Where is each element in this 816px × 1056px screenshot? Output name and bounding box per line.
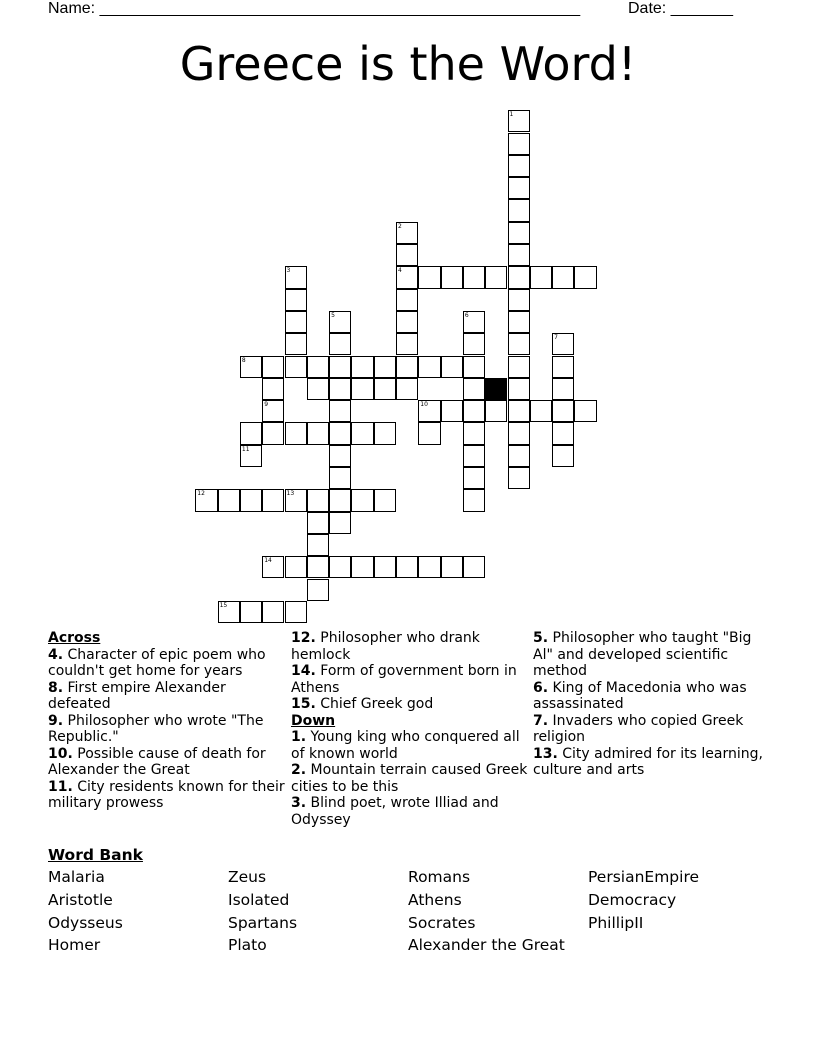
crossword-cell[interactable] [574, 400, 596, 422]
crossword-cell[interactable] [329, 556, 351, 578]
clue-item [533, 680, 773, 713]
crossword-cell[interactable] [262, 400, 284, 422]
crossword-cell[interactable] [374, 556, 396, 578]
word-bank-item: Athens [408, 890, 462, 909]
crossword-cell[interactable] [463, 333, 485, 355]
crossword-cell[interactable] [463, 489, 485, 511]
clue-column-2 [291, 630, 531, 828]
clue-item [291, 663, 531, 696]
crossword-cell[interactable] [285, 356, 307, 378]
crossword-cell[interactable] [240, 489, 262, 511]
crossword-cell[interactable] [552, 378, 574, 400]
crossword-cell[interactable] [285, 333, 307, 355]
crossword-cell[interactable] [374, 356, 396, 378]
clue-item [533, 713, 773, 746]
crossword-cell[interactable] [329, 333, 351, 355]
clue-number: 11 [241, 445, 250, 453]
crossword-cell[interactable] [195, 489, 217, 511]
crossword-cell[interactable] [396, 289, 418, 311]
crossword-cell[interactable] [351, 556, 373, 578]
clue-number: 10 [420, 401, 428, 409]
down-clue-list-1 [291, 729, 531, 828]
clue-number: 4 [398, 267, 402, 275]
down-heading: Down [291, 712, 336, 729]
crossword-cell[interactable] [396, 333, 418, 355]
word-bank-item: PhillipII [588, 913, 644, 932]
clue-item-number: 6. [533, 679, 549, 696]
crossword-cell[interactable] [508, 177, 530, 199]
crossword-cell[interactable] [262, 556, 284, 578]
across-clue-list-2 [291, 630, 531, 713]
clue-item-text: Philosopher who wrote "The Republic." [48, 712, 264, 745]
crossword-cell[interactable] [218, 489, 240, 511]
clue-item-text: Chief Greek god [315, 696, 434, 712]
crossword-cell[interactable] [285, 489, 307, 511]
clue-item-text: Character of epic poem who couldn't get home for years [48, 646, 266, 679]
crossword-cell[interactable] [396, 356, 418, 378]
crossword-cell[interactable] [262, 601, 284, 623]
word-bank-item: Isolated [228, 890, 290, 909]
clue-number: 2 [398, 222, 402, 230]
clue-item-text: King of Macedonia who was assassinated [533, 679, 747, 712]
crossword-cell[interactable] [463, 556, 485, 578]
crossword-cell[interactable] [307, 378, 329, 400]
clue-item-text: Possible cause of death for Alexander the Great [48, 745, 266, 778]
crossword-cell[interactable] [463, 400, 485, 422]
word-bank-item: Alexander the Great [408, 936, 565, 955]
crossword-cell[interactable] [240, 601, 262, 623]
crossword-black-cell [485, 378, 507, 400]
clue-item-text: Mountain terrain caused Greek cities to be this [291, 762, 528, 795]
crossword-cell[interactable] [262, 378, 284, 400]
clue-item-number: 9. [48, 712, 64, 729]
clue-item-number: 8. [48, 679, 64, 696]
clue-item-text: First empire Alexander defeated [48, 679, 226, 712]
clue-number: 7 [554, 334, 558, 342]
crossword-cell[interactable] [396, 266, 418, 288]
clue-item [533, 630, 773, 680]
across-heading: Across [48, 630, 101, 646]
clue-number: 8 [241, 356, 246, 364]
across-clue-list-1 [48, 647, 288, 812]
word-bank-item: Plato [228, 936, 267, 955]
word-bank-item: Aristotle [48, 890, 113, 909]
crossword-cell[interactable] [508, 222, 530, 244]
crossword-cell[interactable] [374, 378, 396, 400]
clue-item [48, 779, 288, 812]
word-bank-item: Malaria [48, 868, 105, 886]
crossword-cell[interactable] [396, 311, 418, 333]
clue-column-1 [48, 630, 288, 812]
crossword-cell[interactable] [441, 400, 463, 422]
crossword-cell[interactable] [307, 534, 329, 556]
crossword-cell[interactable] [508, 244, 530, 266]
crossword-cell[interactable] [485, 400, 507, 422]
crossword-cell[interactable] [307, 512, 329, 534]
crossword-cell[interactable] [463, 422, 485, 444]
clue-number: 3 [286, 267, 291, 275]
crossword-cell[interactable] [218, 601, 240, 623]
word-bank-item: Odysseus [48, 913, 123, 932]
clue-item [48, 680, 288, 713]
crossword-cell[interactable] [329, 467, 351, 489]
down-clue-list-2 [533, 630, 773, 779]
crossword-cell[interactable] [285, 266, 307, 288]
crossword-cell[interactable] [307, 556, 329, 578]
crossword-cell[interactable] [552, 333, 574, 355]
clue-item [291, 795, 531, 828]
crossword-cell[interactable] [396, 378, 418, 400]
clue-number: 15 [219, 601, 228, 609]
crossword-cell[interactable] [418, 422, 440, 444]
crossword-cell[interactable] [574, 266, 596, 288]
clue-item-text: Form of government born in Athens [291, 663, 517, 696]
crossword-cell[interactable] [463, 445, 485, 467]
crossword-cell[interactable] [485, 266, 507, 288]
crossword-cell[interactable] [285, 601, 307, 623]
crossword-cell[interactable] [307, 356, 329, 378]
crossword-cell[interactable] [329, 489, 351, 511]
crossword-cell[interactable] [530, 400, 552, 422]
crossword-cell[interactable] [508, 289, 530, 311]
clue-item-text: Blind poet, wrote Illiad and Odyssey [291, 795, 499, 828]
crossword-cell[interactable] [463, 311, 485, 333]
crossword-cell[interactable] [508, 445, 530, 467]
clue-item-number: 2. [291, 762, 307, 778]
crossword-cell[interactable] [262, 422, 284, 444]
crossword-cell[interactable] [552, 422, 574, 444]
crossword-cell[interactable] [552, 266, 574, 288]
clue-item-text: Philosopher who taught "Big Al" and developed scientific method [533, 630, 752, 679]
clue-item-number: 12. [291, 630, 316, 646]
clue-item-number: 13. [533, 745, 558, 762]
crossword-cell[interactable] [463, 378, 485, 400]
crossword-cell[interactable] [285, 289, 307, 311]
crossword-cell[interactable] [508, 400, 530, 422]
clue-column-3 [533, 630, 773, 779]
crossword-cell[interactable] [329, 512, 351, 534]
crossword-cell[interactable] [418, 356, 440, 378]
clue-item-number: 14. [291, 663, 316, 679]
clue-item [48, 713, 288, 746]
crossword-cell[interactable] [307, 422, 329, 444]
clue-item [291, 762, 531, 795]
crossword-cell[interactable] [329, 422, 351, 444]
crossword-cell[interactable] [240, 445, 262, 467]
crossword-cell[interactable] [463, 467, 485, 489]
clue-item-number: 11. [48, 778, 73, 795]
crossword-cell[interactable] [418, 400, 440, 422]
clue-item [291, 696, 531, 713]
clue-item [533, 746, 773, 779]
crossword-cell[interactable] [285, 556, 307, 578]
clue-number: 6 [464, 311, 469, 319]
word-bank-item: Homer [48, 936, 101, 955]
word-bank-item: Zeus [228, 868, 267, 886]
crossword-cell[interactable] [396, 244, 418, 266]
clue-item-number: 10. [48, 745, 73, 762]
crossword-cell[interactable] [307, 489, 329, 511]
clue-item-text: Invaders who copied Greek religion [533, 712, 744, 745]
word-bank [48, 868, 768, 954]
word-bank-item: PersianEmpire [588, 868, 700, 886]
crossword-cell[interactable] [508, 378, 530, 400]
crossword-cell[interactable] [285, 422, 307, 444]
crossword-cell[interactable] [508, 155, 530, 177]
crossword-cell[interactable] [508, 422, 530, 444]
crossword-cell[interactable] [351, 356, 373, 378]
crossword-cell[interactable] [441, 556, 463, 578]
clue-item-number: 5. [533, 630, 549, 646]
crossword-cell[interactable] [418, 556, 440, 578]
clue-item-number: 1. [291, 729, 307, 745]
clue-item-text: City residents known for their military prowess [48, 778, 285, 811]
crossword-cell[interactable] [552, 400, 574, 422]
crossword-cell[interactable] [396, 556, 418, 578]
clue-number: 9 [264, 401, 269, 409]
crossword-cell[interactable] [530, 266, 552, 288]
crossword-cell[interactable] [262, 489, 284, 511]
crossword-cell[interactable] [508, 356, 530, 378]
crossword-cell[interactable] [441, 266, 463, 288]
crossword-cell[interactable] [329, 400, 351, 422]
crossword-cell[interactable] [463, 266, 485, 288]
crossword-cell[interactable] [508, 133, 530, 155]
clue-number: 14 [264, 557, 272, 565]
crossword-cell[interactable] [508, 333, 530, 355]
crossword-cell[interactable] [262, 356, 284, 378]
crossword-cell[interactable] [285, 311, 307, 333]
word-bank-item: Romans [408, 868, 471, 886]
word-bank-item: Spartans [228, 913, 298, 932]
clue-item-text: Young king who conquered all of known world [291, 729, 520, 762]
crossword-cell[interactable] [508, 266, 530, 288]
clue-item-number: 15. [291, 696, 316, 712]
clue-number: 5 [331, 311, 335, 319]
crossword-cell[interactable] [329, 311, 351, 333]
clue-item-number: 3. [291, 795, 307, 811]
name-field-label: Name: ______________________________________________________ [48, 0, 581, 17]
crossword-cell[interactable] [307, 579, 329, 601]
crossword-cell[interactable] [329, 356, 351, 378]
clue-item [291, 729, 531, 762]
word-bank-item: Democracy [588, 890, 677, 909]
crossword-cell[interactable] [374, 422, 396, 444]
crossword-cell[interactable] [418, 266, 440, 288]
crossword-cell[interactable] [240, 422, 262, 444]
crossword-cell[interactable] [441, 356, 463, 378]
word-bank-title: Word Bank [48, 846, 143, 864]
clue-item-text: City admired for its learning, culture and arts [533, 745, 763, 778]
crossword-cell[interactable] [351, 489, 373, 511]
crossword-cell[interactable] [508, 199, 530, 221]
crossword-cell[interactable] [552, 445, 574, 467]
crossword-cell[interactable] [351, 378, 373, 400]
crossword-cell[interactable] [240, 356, 262, 378]
crossword-cell[interactable] [351, 422, 373, 444]
crossword-cell[interactable] [374, 489, 396, 511]
clue-number: 12 [197, 490, 205, 498]
clue-item [48, 647, 288, 680]
crossword-cell[interactable] [396, 222, 418, 244]
word-bank-item: Socrates [408, 913, 476, 932]
clue-number: 1 [509, 111, 514, 119]
page-title: Greece is the Word! [179, 37, 637, 91]
clue-item-number: 4. [48, 646, 64, 663]
clue-item [48, 746, 288, 779]
clue-number: 13 [286, 490, 295, 498]
clue-item-number: 7. [533, 712, 549, 729]
crossword-cell[interactable] [329, 378, 351, 400]
crossword-cell[interactable] [508, 467, 530, 489]
crossword-cell[interactable] [463, 356, 485, 378]
crossword-cell[interactable] [552, 356, 574, 378]
crossword-cell[interactable] [508, 110, 530, 132]
clue-item-text: Philosopher who drank hemlock [291, 630, 480, 663]
date-field-label: Date: _______ [628, 0, 733, 17]
crossword-cell[interactable] [329, 445, 351, 467]
crossword-cell[interactable] [508, 311, 530, 333]
clue-item [291, 630, 531, 663]
